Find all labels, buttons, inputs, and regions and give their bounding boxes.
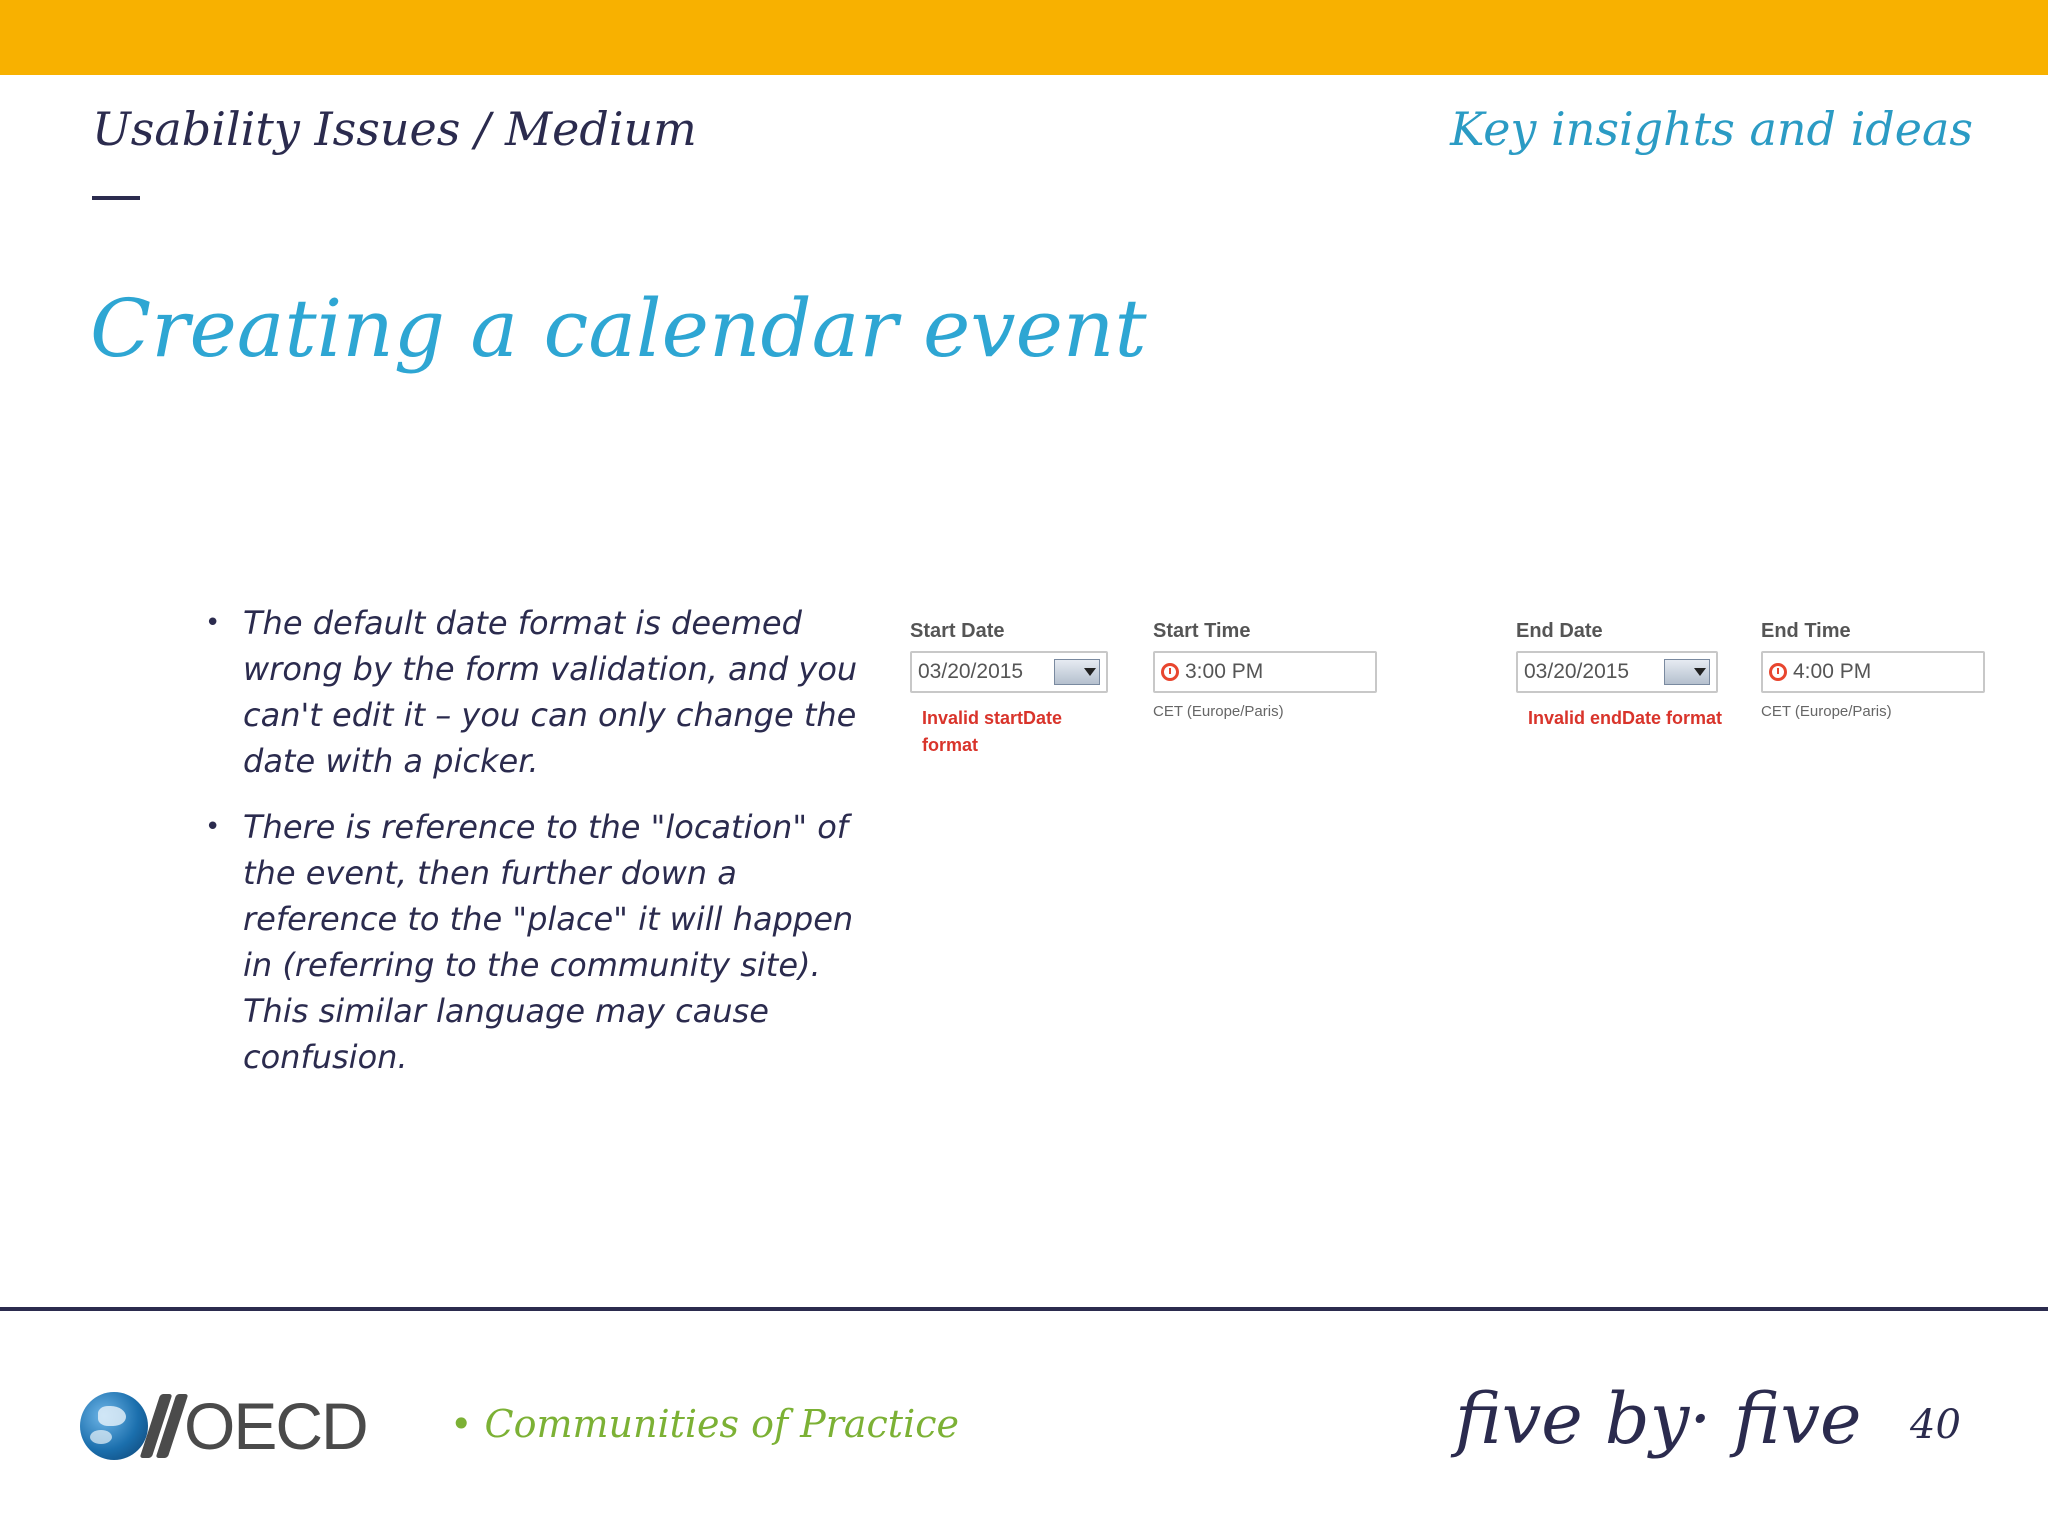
end-time-group — [1761, 620, 1985, 720]
five-by-five-logo: five by· five — [1455, 1378, 1862, 1460]
start-time-label: Start Time — [1153, 620, 1251, 642]
page-number: 40 — [1910, 1402, 1961, 1448]
clock-icon — [1769, 663, 1787, 681]
end-time-timezone: CET (Europe/Paris) — [1761, 703, 1892, 720]
end-time-input[interactable] — [1761, 651, 1985, 693]
bullet-dot-icon: • — [205, 608, 221, 638]
oecd-logo — [80, 1389, 367, 1463]
insights-label: Key insights and ideas — [1450, 102, 1973, 156]
start-time-input[interactable] — [1153, 651, 1377, 693]
bullet-dot-icon: • — [205, 812, 221, 842]
end-date-value: 03/20/2015 — [1524, 660, 1630, 683]
end-date-input[interactable] — [1516, 651, 1718, 693]
top-accent-bar — [0, 0, 2048, 75]
bullet-item — [205, 600, 865, 784]
oecd-logo-text: OECD — [184, 1389, 367, 1463]
start-date-group — [910, 620, 1108, 759]
start-time-value: 3:00 PM — [1185, 660, 1264, 683]
end-time-value: 4:00 PM — [1793, 660, 1872, 683]
footer-tagline: • Communities of Practice — [450, 1402, 959, 1446]
end-date-error: Invalid endDate format — [1528, 708, 1723, 728]
start-date-input[interactable] — [910, 651, 1108, 693]
section-divider — [92, 196, 140, 200]
chevrons-icon — [150, 1394, 182, 1458]
slide-title: Creating a calendar event — [90, 282, 1147, 375]
end-date-group — [1516, 620, 1723, 732]
start-date-error: Invalid startDate format — [922, 708, 1063, 755]
bullet-list — [205, 600, 865, 1100]
end-date-label: End Date — [1516, 620, 1603, 642]
calendar-picker-icon[interactable] — [1664, 659, 1710, 685]
bullet-text: The default date format is deemed wrong by the form validation, and you can't edit it – you can only change the date with a picker. — [243, 604, 858, 780]
bullet-item — [205, 804, 865, 1080]
clock-icon — [1161, 663, 1179, 681]
start-time-group — [1153, 620, 1377, 720]
section-title: Usability Issues / Medium — [92, 102, 697, 156]
start-date-value: 03/20/2015 — [918, 660, 1024, 683]
start-time-timezone: CET (Europe/Paris) — [1153, 703, 1284, 720]
globe-icon — [80, 1392, 148, 1460]
calendar-picker-icon[interactable] — [1054, 659, 1100, 685]
footer-divider — [0, 1307, 2048, 1311]
start-date-label: Start Date — [910, 620, 1005, 642]
end-time-label: End Time — [1761, 620, 1851, 642]
bullet-text: There is reference to the "location" of the event, then further down a reference to the "place" it will happen in (referring to the community site). This similar language may cause confusion. — [243, 808, 854, 1076]
